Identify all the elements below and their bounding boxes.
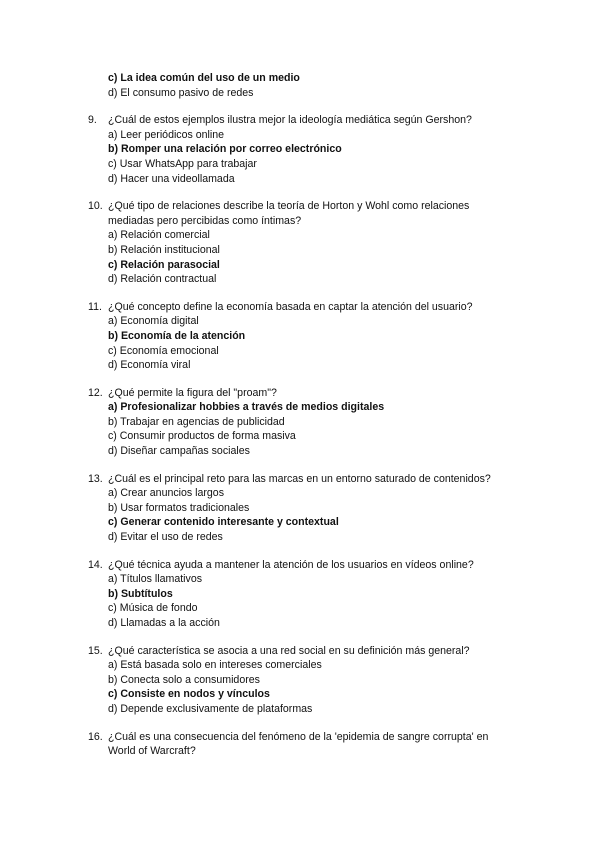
question-row (88, 386, 528, 401)
answer-option: a) Títulos llamativos (108, 573, 203, 586)
question-row (88, 199, 528, 228)
question-text-line: ¿Cuál es una consecuencia del fenómeno de la 'epidemia de sangre corrupta' en (108, 730, 489, 743)
answer-option: c) Usar WhatsApp para trabajar (108, 157, 257, 170)
answer-option: d) Relación contractual (108, 273, 217, 286)
question-text-line: ¿Qué característica se asocia a una red social en su definición más general? (108, 644, 470, 657)
answer-option: a) Leer periódicos online (108, 128, 225, 141)
answer-option: a) Relación comercial (108, 229, 210, 242)
answer-option: a) Está basada solo en intereses comerciales (108, 659, 322, 672)
continuation-options (88, 71, 528, 100)
correct-answer-option: b) Economía de la atención (108, 329, 246, 342)
answer-option: b) Relación institucional (108, 243, 220, 256)
question-text (108, 300, 528, 315)
question-block (88, 113, 528, 186)
question-text-line: World of Warcraft? (108, 745, 196, 758)
question-row (88, 730, 528, 759)
question-text (108, 113, 528, 128)
answer-option: b) Usar formatos tradicionales (108, 501, 250, 514)
question-number: 12. (88, 386, 103, 399)
answer-option: d) Hacer una videollamada (108, 172, 235, 185)
question-number: 13. (88, 472, 103, 485)
answer-option: c) Música de fondo (108, 602, 198, 615)
question-number: 10. (88, 200, 103, 213)
question-number: 9. (88, 114, 97, 127)
question-text (108, 199, 528, 228)
correct-answer-option: a) Profesionalizar hobbies a través de medios digitales (108, 401, 385, 414)
question-text-line: ¿Cuál es el principal reto para las marcas en un entorno saturado de contenidos? (108, 472, 491, 485)
question-text-line: ¿Qué concepto define la economía basada en captar la atención del usuario? (108, 300, 473, 313)
question-text-line: mediadas pero percibidas como íntimas? (108, 214, 302, 227)
answer-option: d) Economía viral (108, 359, 191, 372)
question-text-line: ¿Cuál de estos ejemplos ilustra mejor la ideología mediática según Gershon? (108, 114, 472, 127)
question-text (108, 730, 528, 759)
question-row (88, 472, 528, 487)
answer-option: d) Evitar el uso de redes (108, 531, 223, 544)
question-number: 11. (88, 300, 102, 313)
correct-answer-option: c) Relación parasocial (108, 258, 220, 271)
question-block (88, 644, 528, 717)
question-block (88, 386, 528, 459)
answer-option: d) Llamadas a la acción (108, 617, 220, 629)
correct-answer-option: b) Subtítulos (108, 587, 173, 600)
answer-option: b) Conecta solo a consumidores (108, 673, 260, 686)
question-text (108, 644, 528, 659)
question-text-line: ¿Qué técnica ayuda a mantener la atención de los usuarios en vídeos online? (108, 558, 474, 571)
quiz-content (88, 71, 528, 759)
question-number: 15. (88, 644, 103, 657)
question-block (88, 472, 528, 545)
question-row (88, 113, 528, 128)
answer-option: d) Diseñar campañas sociales (108, 445, 250, 458)
correct-answer-option: c) Consiste en nodos y vínculos (108, 688, 270, 701)
question-text-line: ¿Qué permite la figura del "proam"? (108, 386, 277, 399)
question-block (88, 300, 528, 373)
question-row (88, 300, 528, 315)
question-number: 16. (88, 730, 103, 743)
question-block (88, 730, 528, 759)
question-row (88, 558, 528, 573)
answer-option: a) Economía digital (108, 315, 199, 328)
question-block (88, 558, 528, 631)
question-block (88, 199, 528, 287)
question-text-line: ¿Qué tipo de relaciones describe la teoría de Horton y Wohl como relaciones (108, 200, 470, 213)
question-text (108, 386, 528, 401)
answer-option: a) Crear anuncios largos (108, 487, 224, 500)
answer-option: c) Economía emocional (108, 344, 219, 357)
answer-option: d) El consumo pasivo de redes (108, 86, 254, 99)
correct-answer-option: b) Romper una relación por correo electrónico (108, 143, 342, 156)
answer-option: d) Depende exclusivamente de plataformas (108, 702, 313, 715)
question-text (108, 472, 528, 487)
answer-option: c) Consumir productos de forma masiva (108, 430, 296, 443)
correct-answer-option: c) Generar contenido interesante y contextual (108, 516, 339, 529)
question-row (88, 644, 528, 659)
correct-answer-option: c) La idea común del uso de un medio (108, 72, 300, 84)
answer-option: b) Trabajar en agencias de publicidad (108, 415, 285, 428)
question-text (108, 558, 528, 573)
question-number: 14. (88, 558, 103, 571)
